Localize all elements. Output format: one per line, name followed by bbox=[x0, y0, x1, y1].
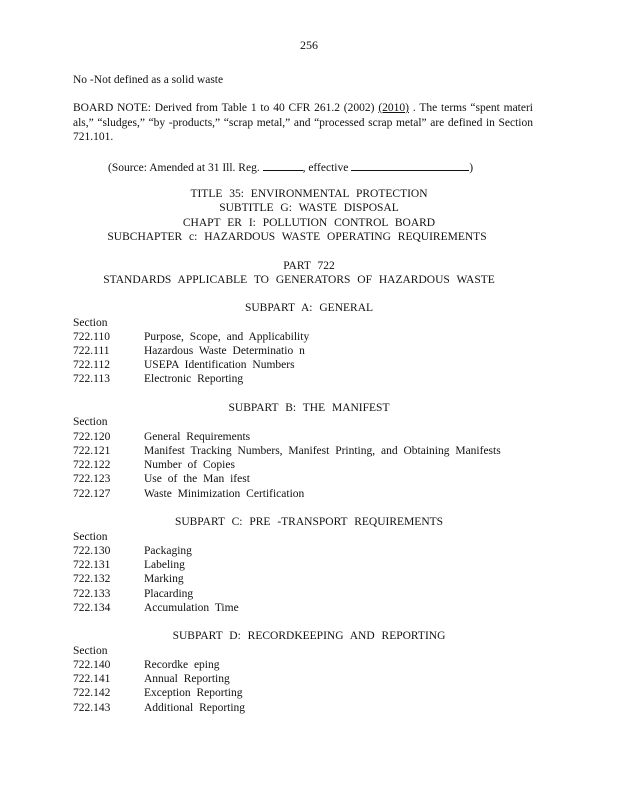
toc-row bbox=[73, 444, 553, 458]
toc-row bbox=[73, 372, 553, 386]
section-title: Hazardous Waste Determinatio n bbox=[144, 345, 305, 357]
section-number: 722.112 bbox=[73, 359, 110, 371]
toc-row bbox=[73, 601, 553, 615]
section-title: Electronic Reporting bbox=[144, 373, 244, 385]
section-title: General Requirements bbox=[144, 431, 251, 443]
subchapter-heading: SUBCHAPTER c: HAZARDOUS WASTE OPERATING REQUIREMENTS bbox=[107, 231, 487, 243]
chapter-heading: CHAPT ER I: POLLUTION CONTROL BOARD bbox=[182, 217, 436, 229]
toc-row bbox=[73, 658, 553, 672]
section-title: Manifest Tracking Numbers, Manifest Printing, and Obtaining Manifests bbox=[144, 445, 501, 457]
section-number: 722.140 bbox=[73, 659, 111, 671]
reg-volume-blank bbox=[263, 159, 303, 171]
toc-row bbox=[73, 344, 553, 358]
section-number: 722.110 bbox=[73, 331, 110, 343]
part-title-heading: STANDARDS APPLICABLE TO GENERATORS OF HAZARDOUS WASTE bbox=[103, 274, 495, 286]
section-number: 722.143 bbox=[73, 702, 111, 714]
toc-row bbox=[73, 686, 553, 700]
section-title: Waste Minimization Certification bbox=[144, 488, 305, 500]
section-label: Section bbox=[73, 645, 108, 657]
section-title: USEPA Identification Numbers bbox=[144, 359, 295, 371]
section-label: Section bbox=[73, 416, 108, 428]
subpart-d-heading: SUBPART D: RECORDKEEPING AND REPORTING bbox=[172, 630, 446, 642]
source-line-part3: ) bbox=[469, 162, 474, 174]
section-label: Section bbox=[73, 531, 108, 543]
section-number: 722.131 bbox=[73, 559, 111, 571]
toc-row bbox=[73, 472, 553, 486]
toc-row bbox=[73, 587, 553, 601]
board-note-prefix: BOARD NOTE: Derived from Table 1 to 40 CFR 261.2 (2002) bbox=[73, 102, 379, 114]
subtitle-heading: SUBTITLE G: WASTE DISPOSAL bbox=[219, 202, 399, 214]
section-number: 722.121 bbox=[73, 445, 111, 457]
toc-row bbox=[73, 544, 553, 558]
section-title: Packaging bbox=[144, 545, 192, 557]
section-title: Recordke eping bbox=[144, 659, 220, 671]
section-number: 722.132 bbox=[73, 573, 111, 585]
toc-row bbox=[73, 487, 553, 501]
board-note-rest: . The terms “spent materi als,” “sludges,” “by -products,” “scrap metal,” and “processed scrap metal” are defined in Section 721.101. bbox=[73, 102, 533, 143]
part-heading: PART 722 bbox=[283, 260, 335, 272]
section-title: Number of Copies bbox=[144, 459, 235, 471]
toc-row bbox=[73, 430, 553, 444]
subpart-c-heading: SUBPART C: PRE -TRANSPORT REQUIREMENTS bbox=[174, 516, 444, 528]
board-note-amended-year: (2010) bbox=[378, 102, 409, 114]
toc-row bbox=[73, 701, 553, 715]
section-number: 722.127 bbox=[73, 488, 111, 500]
title-heading: TITLE 35: ENVIRONMENTAL PROTECTION bbox=[190, 188, 428, 200]
subpart-a-heading: SUBPART A: GENERAL bbox=[244, 302, 374, 314]
section-title: Marking bbox=[144, 573, 184, 585]
toc-row bbox=[73, 458, 553, 472]
section-title: Purpose, Scope, and Applicability bbox=[144, 331, 310, 343]
section-number: 722.120 bbox=[73, 431, 111, 443]
effective-date-blank bbox=[351, 159, 469, 171]
section-title: Exception Reporting bbox=[144, 687, 243, 699]
section-number: 722.113 bbox=[73, 373, 110, 385]
toc-row bbox=[73, 330, 553, 344]
source-line-part1: (Source: Amended at 31 Ill. Reg. bbox=[108, 162, 263, 174]
section-number: 722.141 bbox=[73, 673, 111, 685]
source-line bbox=[108, 159, 473, 175]
toc-row bbox=[73, 358, 553, 372]
section-title: Placarding bbox=[144, 588, 194, 600]
section-label: Section bbox=[73, 317, 108, 329]
section-number: 722.130 bbox=[73, 545, 111, 557]
subpart-b-heading: SUBPART B: THE MANIFEST bbox=[228, 402, 390, 414]
toc-row bbox=[73, 558, 553, 572]
section-title: Annual Reporting bbox=[144, 673, 230, 685]
section-number: 722.134 bbox=[73, 602, 111, 614]
board-note bbox=[73, 101, 533, 145]
section-title: Use of the Man ifest bbox=[144, 473, 250, 485]
toc-row bbox=[73, 672, 553, 686]
page-number: 256 bbox=[300, 38, 318, 52]
section-number: 722.142 bbox=[73, 687, 111, 699]
section-number: 722.111 bbox=[73, 345, 110, 357]
section-number: 722.133 bbox=[73, 588, 111, 600]
toc-row bbox=[73, 572, 553, 586]
definition-line: No -Not defined as a solid waste bbox=[73, 74, 224, 86]
section-title: Additional Reporting bbox=[144, 702, 246, 714]
section-number: 722.122 bbox=[73, 459, 111, 471]
section-title: Labeling bbox=[144, 559, 185, 571]
source-line-part2: , effective bbox=[302, 162, 352, 174]
section-title: Accumulation Time bbox=[144, 602, 239, 614]
section-number: 722.123 bbox=[73, 473, 111, 485]
